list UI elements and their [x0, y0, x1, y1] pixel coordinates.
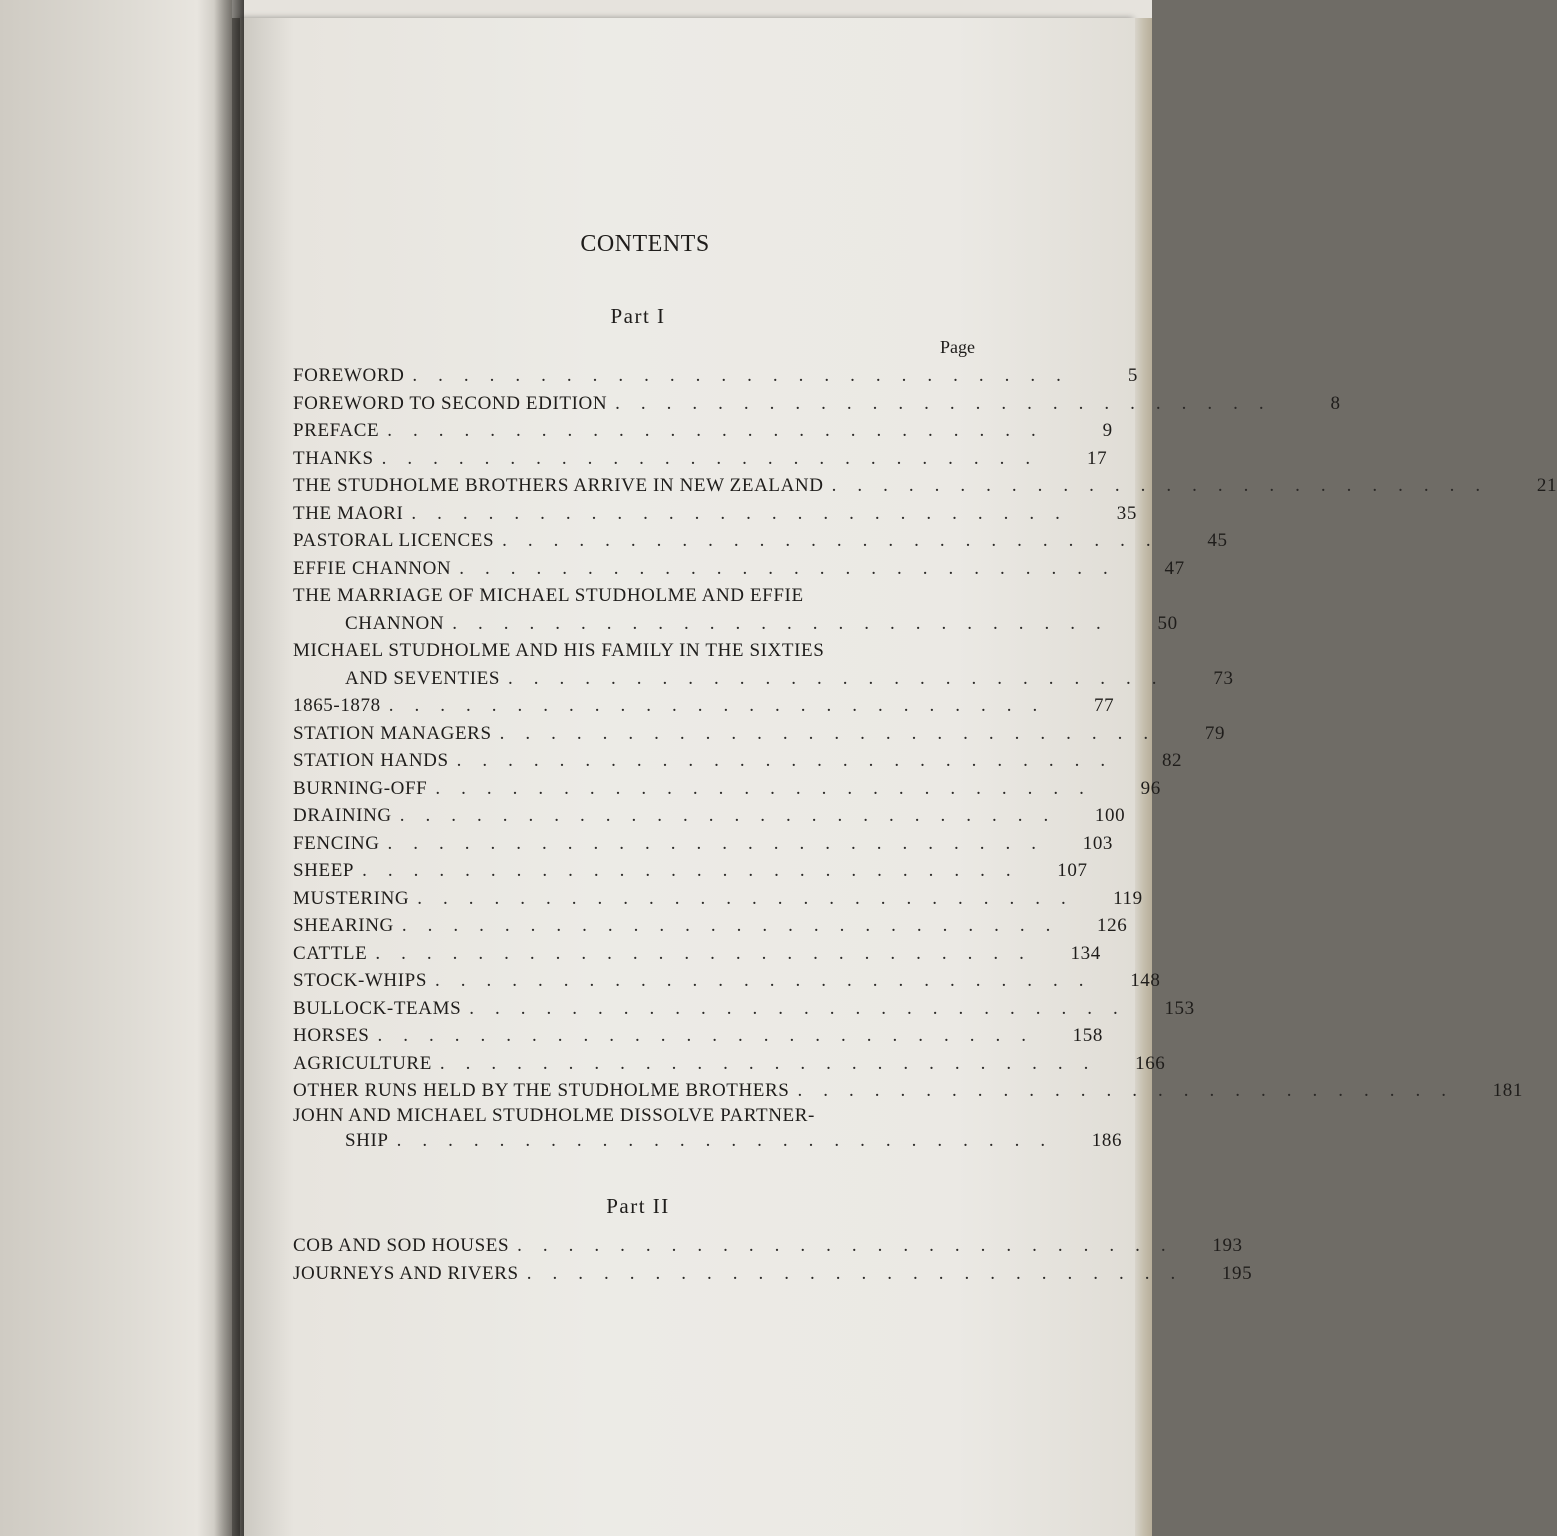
- page-column-label: Page: [940, 337, 975, 357]
- toc-entry: PASTORAL LICENCES .......................... 45: [293, 530, 1228, 551]
- toc-entry: EFFIE CHANNON .......................... 47: [293, 557, 1185, 579]
- toc-entry-line1: THE MARRIAGE OF MICHAEL STUDHOLME AND EFFIE: [293, 585, 804, 606]
- part-1-heading: Part I: [610, 304, 666, 328]
- book-gutter: [214, 0, 244, 1536]
- toc-entry: JOURNEYS AND RIVERS .......................... 195: [293, 1262, 1253, 1284]
- toc-entry-line1: JOHN AND MICHAEL STUDHOLME DISSOLVE PARTNER-: [293, 1104, 815, 1126]
- toc-entry: 1865-1878 .......................... 77: [293, 695, 1115, 716]
- toc-entry: AND SEVENTIES .......................... 73: [345, 667, 1234, 689]
- toc-entry: FOREWORD .......................... 5: [293, 365, 1138, 386]
- toc-entry: FOREWORD TO SECOND EDITION .......................... 8: [293, 392, 1341, 414]
- part-2-heading: Part II: [606, 1194, 670, 1218]
- toc-entry: OTHER RUNS HELD BY THE STUDHOLME BROTHERS .......................... 181: [293, 1080, 1523, 1101]
- toc-entry: HORSES .......................... 158: [293, 1025, 1103, 1046]
- toc-entry: BULLOCK-TEAMS .......................... 153: [293, 997, 1195, 1019]
- toc-entry: THANKS .......................... 17: [293, 447, 1108, 469]
- toc-entry: CHANNON .......................... 50: [345, 612, 1178, 634]
- toc-part-1: [293, 362, 1557, 1154]
- toc-entry: STATION HANDS .......................... 82: [293, 750, 1183, 771]
- toc-entry: THE STUDHOLME BROTHERS ARRIVE IN NEW ZEALAND .......................... 21: [293, 475, 1557, 496]
- toc-entry: PREFACE .......................... 9: [293, 420, 1113, 441]
- toc-entry: CATTLE .......................... 134: [293, 942, 1101, 964]
- toc-entry: SHIP .......................... 186: [345, 1129, 1123, 1151]
- toc-entry: DRAINING .......................... 100: [293, 805, 1126, 826]
- toc-entry: THE MAORI .......................... 35: [293, 502, 1137, 524]
- left-page: [0, 0, 232, 1536]
- toc-entry: SHEEP .......................... 107: [293, 860, 1088, 881]
- top-strip: [232, 0, 1152, 18]
- toc-entry: SHEARING .......................... 126: [293, 915, 1128, 936]
- toc-entry: BURNING-OFF .......................... 96: [293, 777, 1161, 799]
- toc-entry-line1: MICHAEL STUDHOLME AND HIS FAMILY IN THE SIXTIES: [293, 640, 825, 661]
- toc-entry: STATION MANAGERS .......................... 79: [293, 722, 1226, 744]
- toc-entry: FENCING .......................... 103: [293, 832, 1114, 854]
- toc-entry: MUSTERING .......................... 119: [293, 887, 1143, 909]
- toc-entry: COB AND SOD HOUSES .......................... 193: [293, 1235, 1243, 1256]
- toc-entry: STOCK-WHIPS .......................... 148: [293, 970, 1161, 991]
- toc-entry: AGRICULTURE .......................... 166: [293, 1052, 1166, 1074]
- toc-part-2: [293, 1232, 1253, 1287]
- contents-heading: CONTENTS: [580, 231, 710, 257]
